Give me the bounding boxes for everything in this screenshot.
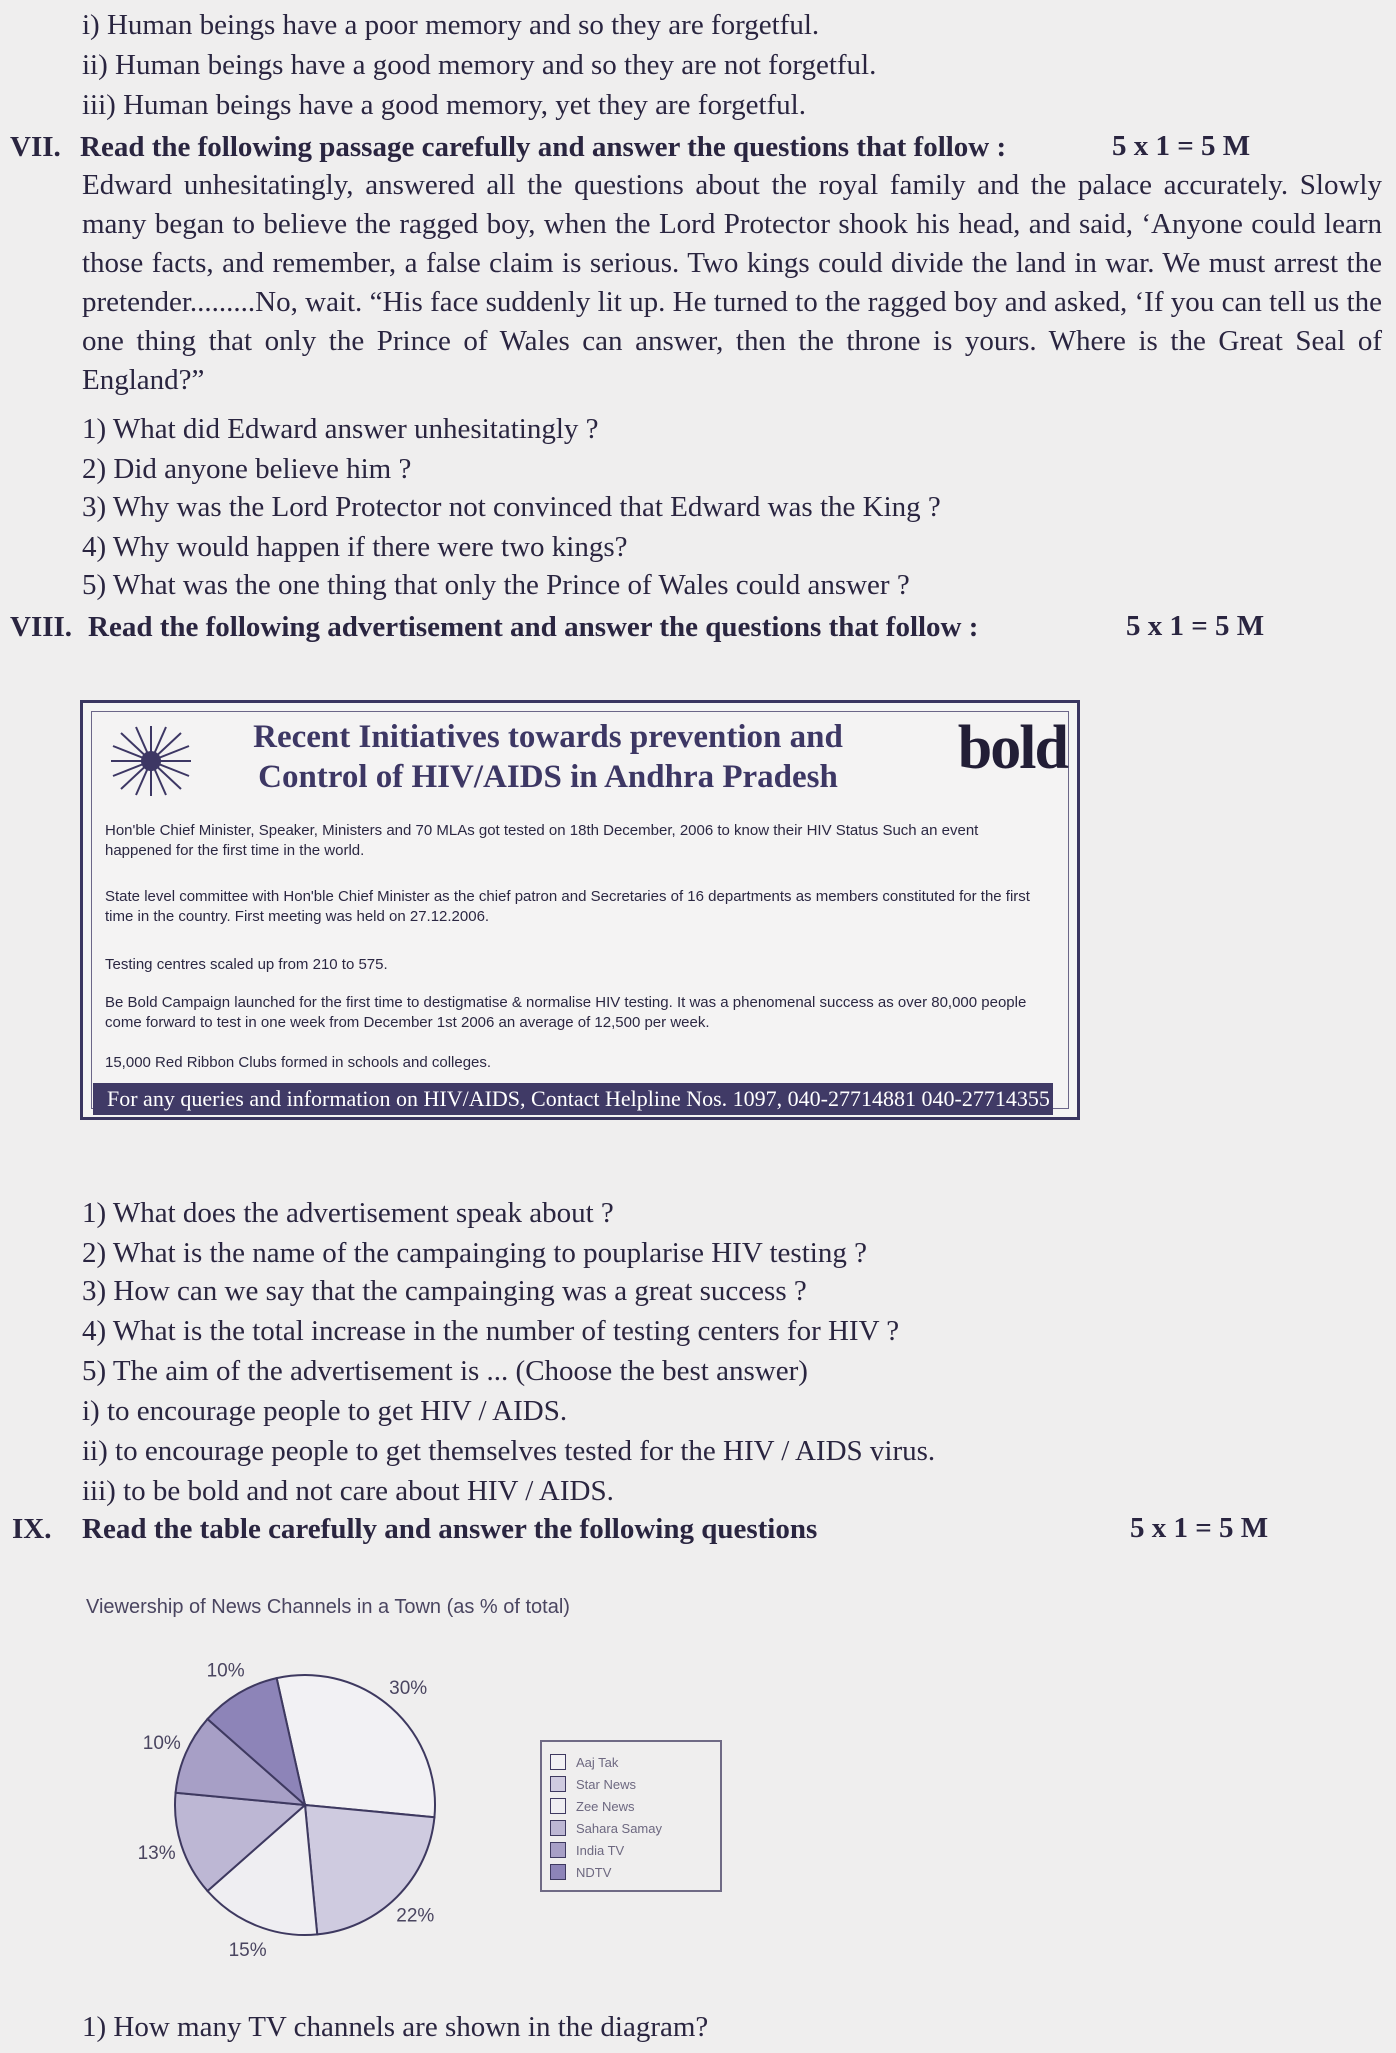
sec8-question-4: 4) What is the total increase in the number of testing centers for HIV ? (82, 1315, 900, 1347)
section-7-marks: 5 x 1 = 5 M (1112, 130, 1251, 162)
sec8-question-3: 3) How can we say that the campainging was a great success ? (82, 1275, 807, 1307)
ad-item-5: 15,000 Red Ribbon Clubs formed in schools and colleges. (105, 1054, 492, 1071)
section-9-heading (12, 1512, 817, 1546)
chart-title: Viewership of News Channels in a Town (as % of total) (86, 1596, 570, 1618)
legend-item-india-tv (550, 1840, 624, 1860)
sec7-question-1: 1) What did Edward answer unhesitatingly ? (82, 413, 599, 445)
legend-swatch (550, 1842, 566, 1858)
sun-burst-icon (101, 721, 201, 801)
legend-item-zee-news (550, 1796, 635, 1816)
be-bold-logo: bold (957, 714, 1067, 782)
sec7-question-4: 4) Why would happen if there were two kings? (82, 531, 628, 563)
sec7-question-2: 2) Did anyone believe him ? (82, 453, 412, 485)
legend-item-ndtv (550, 1862, 611, 1882)
ad-item-1: Hon'ble Chief Minister, Speaker, Ministers and 70 MLAs got tested on 18th December, 2006 to know their HIV Status Such an event happened for the first time in the world. (105, 822, 979, 859)
sec7-question-5: 5) What was the one thing that only the Prince of Wales could answer ? (82, 569, 910, 601)
pie-label-aaj-tak: 30% (389, 1678, 428, 1699)
pie-label-india-tv: 10% (142, 1733, 181, 1754)
sec9-question-1: 1) How many TV channels are shown in the diagram? (82, 2011, 709, 2043)
section-7-title: Read the following passage carefully and answer the questions that follow : (80, 131, 1007, 163)
option-ii: ii) Human beings have a good memory and so they are not forgetful. (82, 49, 877, 81)
section-9-number: IX. (12, 1513, 52, 1545)
section-8-marks: 5 x 1 = 5 M (1126, 610, 1265, 642)
ad-title-line-1: Recent Initiatives towards prevention and (253, 719, 843, 755)
sec8-option-ii: ii) to encourage people to get themselves tested for the HIV / AIDS virus. (82, 1435, 936, 1467)
section-7-number: VII. (10, 131, 61, 163)
pie-label-star-news: 22% (396, 1905, 435, 1927)
legend-label: Zee News (576, 1798, 635, 1814)
chart-legend (540, 1740, 722, 1892)
hiv-advertisement (80, 700, 1080, 1120)
pie-label-sahara-samay: 13% (137, 1843, 176, 1865)
option-iii: iii) Human beings have a good memory, yet they are forgetful. (82, 89, 806, 121)
helpline-banner: For any queries and information on HIV/AIDS, Contact Helpline Nos. 1097, 040-27714881 040-27714355 (93, 1083, 1053, 1115)
sec8-option-i: i) to encourage people to get HIV / AIDS. (82, 1395, 568, 1427)
ad-item-4: Be Bold Campaign launched for the first time to destigmatise & normalise HIV testing. It was a phenomenal success as over 80,000 people come forward to test in one week from December 1st 2006 an average of 12,500 per week. (105, 994, 1027, 1031)
section-8-heading (10, 610, 978, 644)
legend-item-aaj-tak (550, 1752, 618, 1772)
passage: Edward unhesitatingly, answered all the questions about the royal family and the palace accurately. Slowly many began to believe the ragged boy, when the Lord Protector shook his head, and said, ‘Anyone could learn those facts, and remember, a false claim is serious. Two kings could divide the land in war. We must arrest the pretender.........No, wait. “His face suddenly lit up. He turned to the ragged boy and asked, ‘If you can tell us the one thing that only the Prince of Wales can answer, then the throne is yours. Where is the Great Seal of England?” (82, 169, 1382, 396)
legend-label: India TV (576, 1842, 625, 1858)
legend-item-star-news (550, 1774, 636, 1794)
legend-label: Aaj Tak (576, 1754, 619, 1770)
option-i: i) Human beings have a poor memory and so they are forgetful. (82, 9, 820, 41)
sec8-question-5: 5) The aim of the advertisement is ... (Choose the best answer) (82, 1355, 808, 1387)
sec8-option-iii: iii) to be bold and not care about HIV / AIDS. (82, 1475, 614, 1507)
sec7-question-3: 3) Why was the Lord Protector not convinced that Edward was the King ? (82, 491, 941, 523)
ad-title (223, 717, 873, 797)
legend-swatch (550, 1776, 566, 1792)
sec8-question-1: 1) What does the advertisement speak about ? (82, 1197, 614, 1229)
pie-chart (80, 1640, 520, 1980)
ad-item-2: State level committee with Hon'ble Chief Minister as the chief patron and Secretaries of 16 departments as members constituted for the first time in the country. First meeting was held on 27.12.2006. (105, 888, 1030, 925)
sec8-question-2: 2) What is the name of the campainging to pouplarise HIV testing ? (82, 1237, 867, 1269)
legend-item-sahara-samay (550, 1818, 662, 1838)
pie-label-ndtv: 10% (206, 1660, 245, 1682)
pie-label-zee-news: 15% (228, 1940, 267, 1961)
legend-label: NDTV (576, 1864, 612, 1880)
legend-swatch (550, 1798, 566, 1814)
legend-swatch (550, 1864, 566, 1880)
legend-swatch (550, 1820, 566, 1836)
ad-title-line-2: Control of HIV/AIDS in Andhra Pradesh (258, 759, 838, 795)
section-9-title: Read the table carefully and answer the following questions (82, 1513, 818, 1545)
legend-swatch (550, 1754, 566, 1770)
section-8-title: Read the following advertisement and answer the questions that follow : (88, 611, 979, 643)
legend-label: Sahara Samay (576, 1820, 662, 1836)
legend-label: Star News (576, 1776, 636, 1792)
section-9-marks: 5 x 1 = 5 M (1130, 1512, 1269, 1544)
section-7-heading (10, 130, 1006, 164)
section-8-number: VIII. (10, 611, 73, 643)
ad-item-3: Testing centres scaled up from 210 to 575. (105, 956, 388, 973)
